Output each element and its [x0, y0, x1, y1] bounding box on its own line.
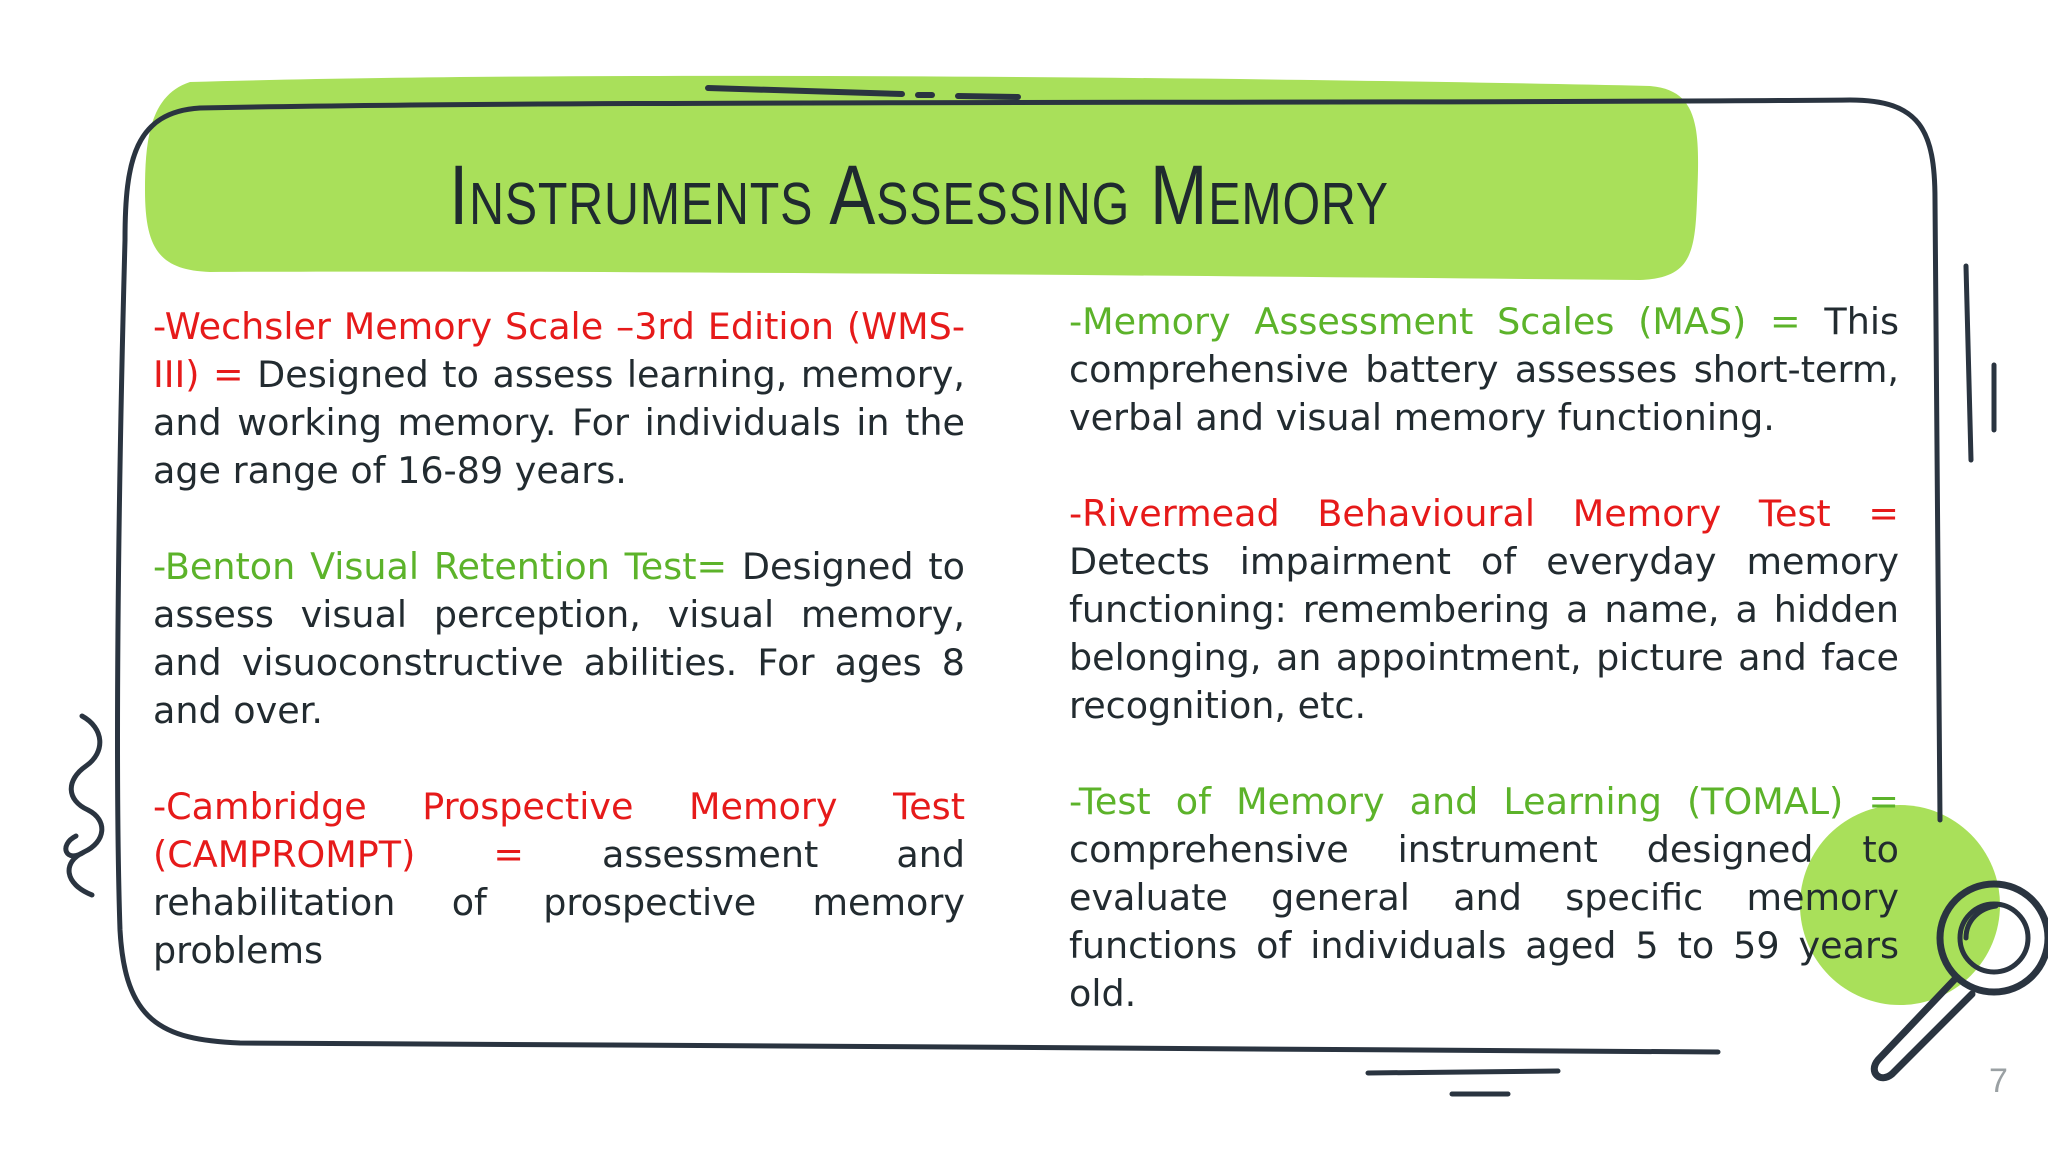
instrument-entry [153, 303, 965, 495]
instrument-name: -Test of Memory and Learning (TOMAL) = [1069, 780, 1899, 823]
instrument-entry [153, 783, 965, 975]
instrument-name: -Memory Assessment Scales (MAS) = [1069, 300, 1801, 343]
instrument-name: -Rivermead Behavioural Memory Test = [1069, 492, 1899, 535]
instrument-description: comprehensive instrument designed to evaluate general and specific memory functions of individuals aged 5 to 59 years old. [1069, 828, 1899, 1015]
instrument-description: Designed to assess visual perception, visual memory, and visuoconstructive abilities. For ages 8 and over. [153, 545, 965, 732]
slide-title: Instruments Assessing Memory [449, 148, 1389, 242]
left-column [153, 303, 965, 975]
instrument-description: Detects impairment of everyday memory functioning: remembering a name, a hidden belonging, an appointment, picture and face recognition, etc. [1069, 540, 1899, 727]
instrument-entry [1069, 298, 1899, 442]
instrument-description: Designed to assess learning, memory, and working memory. For individuals in the age range of 16-89 years. [153, 353, 965, 492]
instrument-entry [153, 543, 965, 735]
instrument-entry [1069, 778, 1899, 1018]
right-column [1069, 298, 1899, 1018]
instrument-name: -Cambridge Prospective Memory Test (CAMPROMPT) = [153, 785, 965, 876]
instrument-description: assessment and rehabilitation of prospective memory problems [153, 833, 965, 972]
instrument-entry [1069, 490, 1899, 730]
squiggle-icon [66, 716, 102, 895]
instrument-name: -Benton Visual Retention Test= [153, 545, 728, 588]
page-number: 7 [1989, 1062, 2008, 1100]
instrument-name: -Wechsler Memory Scale –3rd Edition (WMS-III) = [153, 305, 965, 396]
instrument-description: This comprehensive battery assesses short-term, verbal and visual memory functioning. [1069, 300, 1899, 439]
